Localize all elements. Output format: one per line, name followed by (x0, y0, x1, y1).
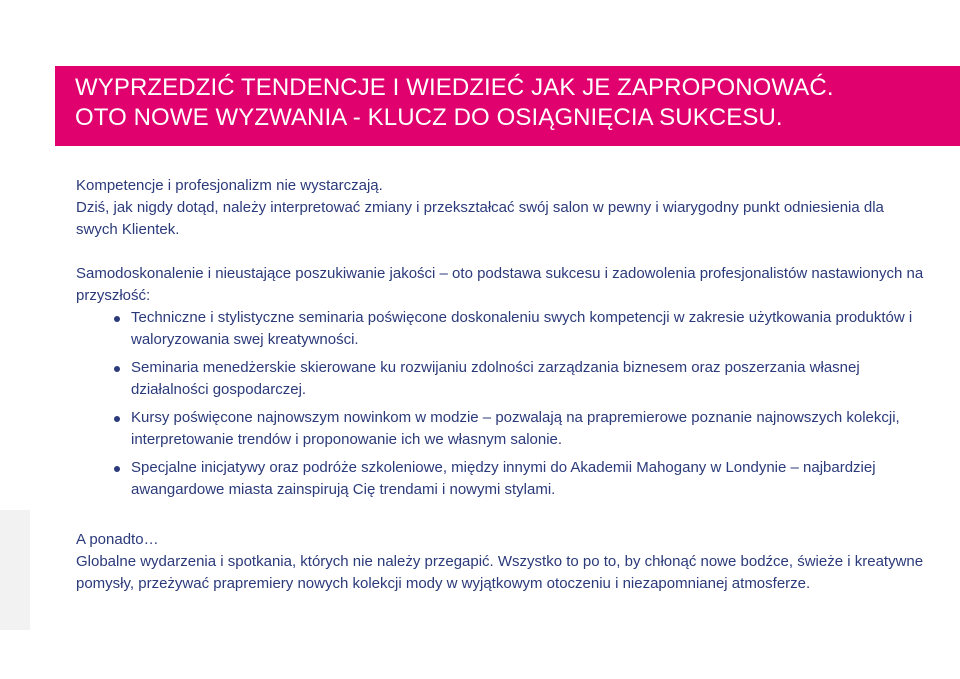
bullet-icon (114, 466, 120, 472)
list-item-text: Kursy poświęcone najnowszym nowinkom w modzie – pozwalają na prapremierowe poznanie najnowszych kolekcji, interpretowanie trendów i proponowanie ich we własnym salonie. (131, 409, 900, 448)
list-item (76, 407, 924, 451)
watermark-graphic (0, 500, 40, 640)
header-banner (55, 66, 960, 146)
bullet-icon (114, 416, 120, 422)
list-item (76, 357, 924, 401)
title-line-2: OTO NOWE WYZWANIA - KLUCZ DO OSIĄGNIĘCIA SUKCESU. (75, 104, 783, 131)
list-item (76, 307, 924, 351)
list-item-text: Techniczne i stylistyczne seminaria poświęcone doskonaleniu swych kompetencji w zakresie użytkowania produktów i waloryzowania swej kreatywności. (131, 309, 913, 348)
list-item-text: Specjalne inicjatywy oraz podróże szkoleniowe, między innymi do Akademii Mahogany w Londynie – najbardziej awangardowe miasta zainspirują Cię trendami i nowymi stylami. (131, 459, 876, 498)
list-item (76, 457, 924, 501)
spacer (76, 507, 924, 529)
intro-line-1: Kompetencje i profesjonalizm nie wystarczają. (76, 177, 383, 194)
page-title (75, 73, 834, 133)
bullet-icon (114, 366, 120, 372)
list-item-text: Seminaria menedżerskie skierowane ku rozwijaniu zdolności zarządzania biznesem oraz poszerzania własnej działalności gospodarczej. (131, 359, 860, 398)
outro-heading: A ponadto… (76, 531, 159, 548)
bullet-icon (114, 316, 120, 322)
outro-text: Globalne wydarzenia i spotkania, których nie należy przegapić. Wszystko to po to, by chłonąć nowe bodźce, świeże i kreatywne pomysły, przeżywać prapremiery nowych kolekcji mody w wyjątkowym otoczeniu i niezapomnianej atmosferze. (76, 553, 924, 592)
section-lead: Samodoskonalenie i nieustające poszukiwanie jakości – oto podstawa sukcesu i zadowolenia profesjonalistów nastawionych na przyszłość: (76, 265, 924, 304)
spacer (76, 241, 924, 263)
offer-list (76, 307, 924, 501)
body-text (76, 175, 924, 595)
title-line-1: WYPRZEDZIĆ TENDENCJE I WIEDZIEĆ JAK JE ZAPROPONOWAĆ. (75, 74, 834, 101)
intro-line-2: Dziś, jak nigdy dotąd, należy interpretować zmiany i przekształcać swój salon w pewny i wiarygodny punkt odniesienia dla swych Klientek. (76, 199, 884, 238)
